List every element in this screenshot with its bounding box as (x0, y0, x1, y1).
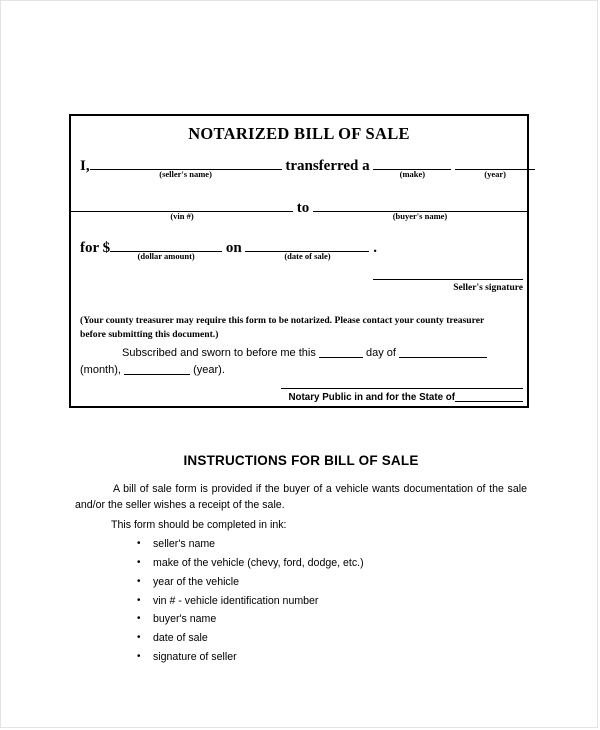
date-of-sale-field[interactable] (245, 238, 369, 261)
bullet-icon: • (137, 632, 141, 644)
form-line-seller-make-year (80, 156, 535, 179)
sworn-text-part3: (month), (80, 363, 121, 376)
list-item-label: make of the vehicle (chevy, ford, dodge, etc.) (153, 556, 364, 569)
line3-mid-text: on (225, 240, 242, 256)
make-caption: (make) (399, 169, 426, 179)
instructions-paragraph: A bill of sale form is provided if the buyer of a vehicle wants documentation of the sale and/or the seller wishes a receipt of the sale. (75, 483, 527, 511)
list-item-label: date of sale (153, 632, 208, 645)
year-rule (455, 156, 535, 170)
buyer-name-caption: (buyer's name) (392, 211, 448, 221)
notary-public-label-row (251, 391, 523, 403)
seller-signature-rule (373, 279, 523, 280)
bullet-icon: • (137, 538, 141, 549)
seller-signature-caption: Seller's signature (453, 283, 523, 293)
list-item (111, 648, 364, 667)
notary-signature-rule[interactable] (281, 388, 523, 389)
buyer-name-field[interactable] (313, 198, 527, 221)
list-item-label: vin # - vehicle identification number (153, 594, 319, 607)
year-caption: (year) (484, 169, 506, 179)
bullet-icon: • (137, 556, 141, 568)
list-item-label: buyer's name (153, 613, 217, 626)
seller-signature-block[interactable] (373, 279, 523, 293)
list-item-label: year of the vehicle (153, 575, 239, 588)
date-of-sale-rule (245, 238, 369, 252)
county-treasurer-note: (Your county treasurer may require this form to be notarized. Please contact your county treasurer before submitting this document.) (80, 315, 485, 340)
bullet-icon: • (137, 575, 141, 587)
list-item (111, 629, 364, 648)
bullet-icon: • (137, 594, 141, 606)
sworn-month-field[interactable] (399, 346, 487, 358)
notary-public-block (251, 388, 523, 403)
sworn-year-field[interactable] (124, 363, 190, 375)
seller-name-caption: (seller's name) (159, 169, 212, 179)
form-line-vin-buyer (71, 198, 527, 221)
sworn-text-part2: day of (365, 347, 396, 359)
form-title: NOTARIZED BILL OF SALE (188, 124, 410, 143)
line3-period: . (373, 240, 377, 256)
date-of-sale-caption: (date of sale) (284, 251, 331, 261)
sworn-text-part4: (year). (193, 363, 225, 376)
year-field[interactable] (455, 156, 535, 179)
subscribed-sworn-block (80, 345, 510, 378)
line3-lead-text: for $ (80, 240, 111, 256)
sworn-day-field[interactable] (319, 346, 363, 358)
bill-of-sale-form-box (69, 114, 529, 408)
vin-caption: (vin #) (170, 211, 194, 221)
make-rule (373, 156, 451, 170)
list-item (111, 610, 364, 629)
buyer-name-rule (313, 198, 527, 212)
instructions-title: INSTRUCTIONS FOR BILL OF SALE (183, 453, 419, 468)
list-item (111, 535, 364, 554)
instructions-list-lead: This form should be completed in ink: (111, 519, 287, 531)
vin-rule (71, 198, 293, 212)
list-item (111, 573, 364, 592)
seller-name-field[interactable] (90, 156, 282, 179)
dollar-amount-rule (110, 238, 222, 252)
notary-public-label: Notary Public in and for the State of (288, 392, 455, 403)
list-item-label: seller's name (153, 538, 216, 550)
list-item (111, 592, 364, 611)
vin-field[interactable] (71, 198, 293, 221)
bullet-icon: • (137, 651, 141, 663)
line2-mid-text: to (296, 200, 310, 216)
bullet-icon: • (137, 613, 141, 625)
form-line-amount-date (80, 238, 377, 261)
line1-mid-text: transferred a (285, 158, 370, 174)
list-item (111, 554, 364, 573)
line1-lead-text: I, (80, 158, 90, 174)
notary-state-field[interactable] (455, 391, 523, 402)
dollar-amount-caption: (dollar amount) (137, 251, 195, 261)
sworn-text-part1: Subscribed and sworn to before me this (122, 347, 316, 359)
make-field[interactable] (373, 156, 451, 179)
dollar-amount-field[interactable] (110, 238, 222, 261)
seller-name-rule (90, 156, 282, 170)
list-item-label: signature of seller (153, 651, 237, 664)
instructions-bullet-list (111, 535, 364, 667)
